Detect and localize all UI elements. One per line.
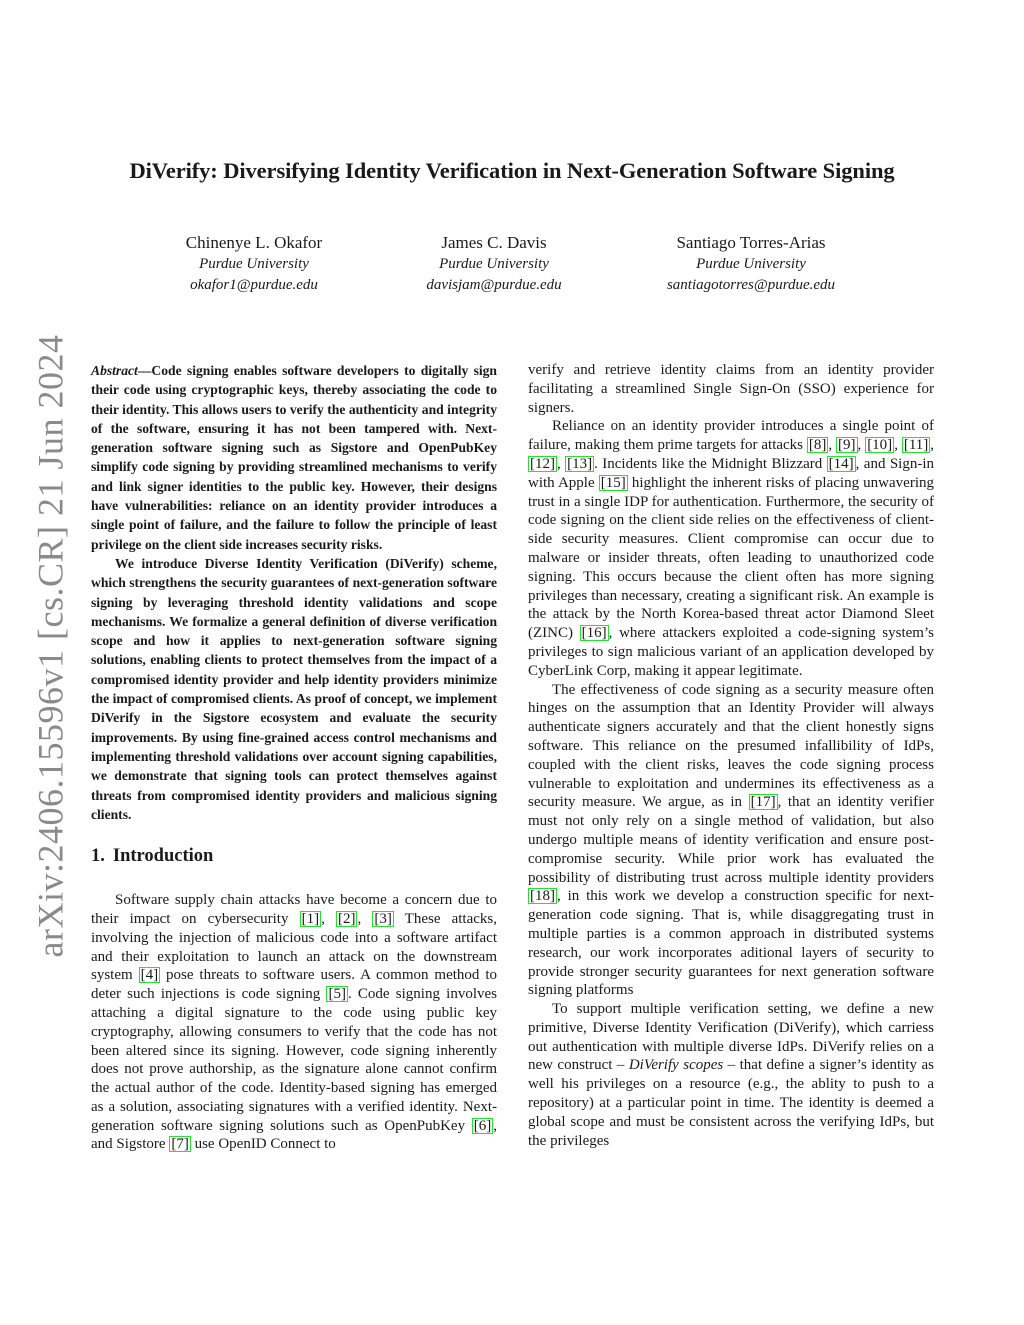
author-affiliation: Purdue University (696, 256, 806, 272)
text-run: , that an identity verifier must not only rely on a single method of validation, but also undergo multiple means of identity verification and ensure post-compromise security. While prior work has evaluated the possibility of distributing trust across multiple identity providers (528, 794, 934, 886)
abstract (91, 361, 497, 824)
right-column (528, 361, 934, 1150)
citation-link[interactable]: [9] (838, 437, 856, 454)
citation-link[interactable]: [2] (337, 910, 356, 927)
text-run: To support multiple verification setting, we define a new primitive, Diverse Identity Verification (DiVerify), which carriess out authentication with multiple diverse IdPs. DiVerify relies on a new construct – (528, 1001, 934, 1074)
citation-link[interactable]: [10] (867, 437, 893, 454)
text-run: pose threats to software users. A common method to deter such injections is code signing (91, 967, 498, 1003)
text-run: These attacks, involving the injection of malicious code into a software artifact and their exploitation to launch an attack on the downstream system (91, 910, 498, 984)
text-run: , (857, 437, 866, 454)
citation-link[interactable]: [12] (530, 455, 555, 472)
intro-paragraph-1 (91, 891, 497, 1154)
paper-title: DiVerify: Diversifying Identity Verification in Next-Generation Software Signing (129, 158, 895, 183)
author-2 (344, 231, 644, 296)
author-email: santiagotorres@purdue.edu (666, 277, 836, 293)
text-run: highlight the inherent risks of placing unwavering trust in a single IDP for authentication. Furthermore, the security of code signing on the client side relies on the effectiveness of client-side security measures. Client compromise can occur due to malware or insider threats, often leading to unauthorized code signing. This occurs because the client often has more signing privileges than necessary, creating a significant risk. An example is the attack by the North Korea-based threat actor Diamond Sleet (ZINC) (528, 474, 934, 642)
citation-link[interactable]: [3] (374, 910, 392, 927)
author-3 (601, 231, 901, 296)
author-email: davisjam@purdue.edu (426, 277, 562, 293)
citation-link[interactable]: [1] (301, 910, 320, 927)
author-name: James C. Davis (441, 233, 547, 252)
text-run: , and Sigstore (91, 1117, 497, 1153)
text-run: , and Sign-in with Apple (528, 455, 935, 491)
citation-link[interactable]: [15] (600, 474, 626, 491)
left-column (91, 361, 497, 1154)
abstract-paragraph-2: We introduce Diverse Identity Verification (DiVerify) scheme, which strengthens the security guarantees of next-generation software signing by leveraging threshold identity validations and scope mechanisms. We formalize a general definition of diverse verification scope and how it applies to next-generation software signing solutions, enabling clients to protect themselves from the impact of a compromised identity provider and help identity providers minimize the impact of compromised clients. As proof of concept, we implement DiVerify in the Sigstore ecosystem and evaluate the security improvements. By using fine-grained access control mechanisms and implementing threshold validations over account signing capabilities, we demonstrate that signing tools can protect themselves against threats from compromised identity providers and malicious signing clients. (91, 555, 497, 822)
citation-link[interactable]: [13] (567, 455, 593, 472)
author-affiliation: Purdue University (439, 256, 549, 272)
citation-link[interactable]: [17] (750, 794, 776, 811)
text-run: , (930, 437, 935, 454)
intro-paragraph-2 (528, 417, 934, 680)
text-run: , (828, 437, 837, 454)
text-run: – that define a signer’s identity as well his privileges on a resource (e.g., the ablity to push to a repository) at a particular point in time. The identity is deemed a global scope and must be consistent across the verifying IdPs, but the privileges (528, 1057, 934, 1149)
text-run: . Code signing involves attaching a digital signature to the code using public key cryptography, allowing consumers to verify that the code has not been altered since its signing. However, code signing inherently does not prove authorship, as the signature alone cannot confirm the actual author of the code. Identity-based signing has emerged as a solution, associating signatures with a verified identity. Next-generation software signing solutions such as OpenPubKey (91, 986, 497, 1134)
text-run: , where attackers exploited a code-signing system’s privileges to sign malicious variant of an application developed by CyberLink Corp, making it appear legitimate. (528, 625, 934, 679)
citation-link[interactable]: [18] (530, 888, 555, 905)
intro-paragraph-4 (528, 1000, 934, 1150)
text-run: use OpenID Connect to (190, 1136, 336, 1153)
author-email: okafor1@purdue.edu (190, 277, 318, 293)
term-diverify-scopes: DiVerify scopes (628, 1057, 724, 1074)
abstract-label: Abstract (91, 363, 138, 378)
text-run: Software supply chain attacks have become a concern due to their impact on cybersecurity (91, 892, 497, 927)
author-name: Santiago Torres-Arias (676, 233, 826, 252)
arxiv-identifier-stamp (20, 334, 80, 958)
text-run: . Incidents like the Midnight Blizzard (594, 455, 827, 472)
citation-link[interactable]: [14] (828, 455, 854, 472)
intro-paragraph-3 (528, 681, 934, 1001)
text-run: The effectiveness of code signing as a security measure often hinges on the assumption that an Identity Provider will always authenticate signers accurately and that the client honestly signs software. This reliance on the presumed infallibility of IdPs, coupled with the client risks, leaves the code signing process vulnerable to exploitation and undermines its effectiveness as a security measure. We argue, as in (528, 681, 934, 811)
citation-link[interactable]: [11] (903, 437, 929, 454)
author-affiliation: Purdue University (199, 256, 309, 272)
citation-link[interactable]: [4] (140, 967, 159, 984)
citation-link[interactable]: [16] (581, 625, 607, 642)
text-run: , (357, 910, 373, 927)
author-name: Chinenye L. Okafor (185, 233, 323, 252)
citation-link[interactable]: [8] (808, 437, 827, 454)
citation-link[interactable]: [6] (473, 1117, 492, 1134)
section-number: 1. (91, 846, 105, 867)
text-run: Reliance on an identity provider introduces a single point of failure, making them prime targets for attacks (528, 418, 934, 454)
citation-link[interactable]: [7] (171, 1136, 189, 1153)
section-title: Introduction (112, 846, 214, 867)
text-run: , (894, 437, 902, 454)
text-run: , in this work we develop a construction specific for next-generation code signing. That is, while disaggregating trust in multiple parties is a common approach in distributed systems research, our work incorporates aditional layers of security to provide stronger security guarantees for next generation software signing platforms (528, 888, 934, 999)
intro-paragraph-1-continued: verify and retrieve identity claims from an identity provider facilitating a streamlined Single Sign-On (SSO) experience for signers. (528, 362, 934, 416)
text-run: , (321, 910, 336, 927)
abstract-paragraph-1: Abstract—Code signing enables software developers to digitally sign their code using cryptographic keys, thereby associating the code to their identity. This allows users to verify the authenticity and integrity of the software, ensuring it has not been tampered with. Next-generation software signing such as Sigstore and OpenPubKey simplify code signing by providing streamlined mechanisms to verify and link signer identities to the public key. However, their designs have vulnerabilities: reliance on an identity provider introduces a single point of failure, and the failure to follow the principle of least privilege on the client side increases security risks. (91, 363, 497, 552)
citation-link[interactable]: [5] (328, 986, 346, 1003)
abstract-text-1: Code signing enables software developers to digitally sign their code using cryptographic keys, thereby associating the code to their identity. This allows users to verify the authenticity and integrity of the software, ensuring it has not been tampered with. Next-generation software signing such as Sigstore and OpenPubKey simplify code signing by providing streamlined mechanisms to verify and link signer identities to the public key. However, their designs have vulnerabilities: reliance on an identity provider introduces a single point of failure, and the failure to follow the principle of least privilege on the client side increases security risks. (91, 363, 497, 552)
section-heading-introduction (91, 845, 497, 867)
text-run: , (557, 455, 566, 472)
arxiv-identifier-text: arXiv:2406.15596v1 [cs.CR] 21 Jun 2024 (30, 334, 70, 958)
